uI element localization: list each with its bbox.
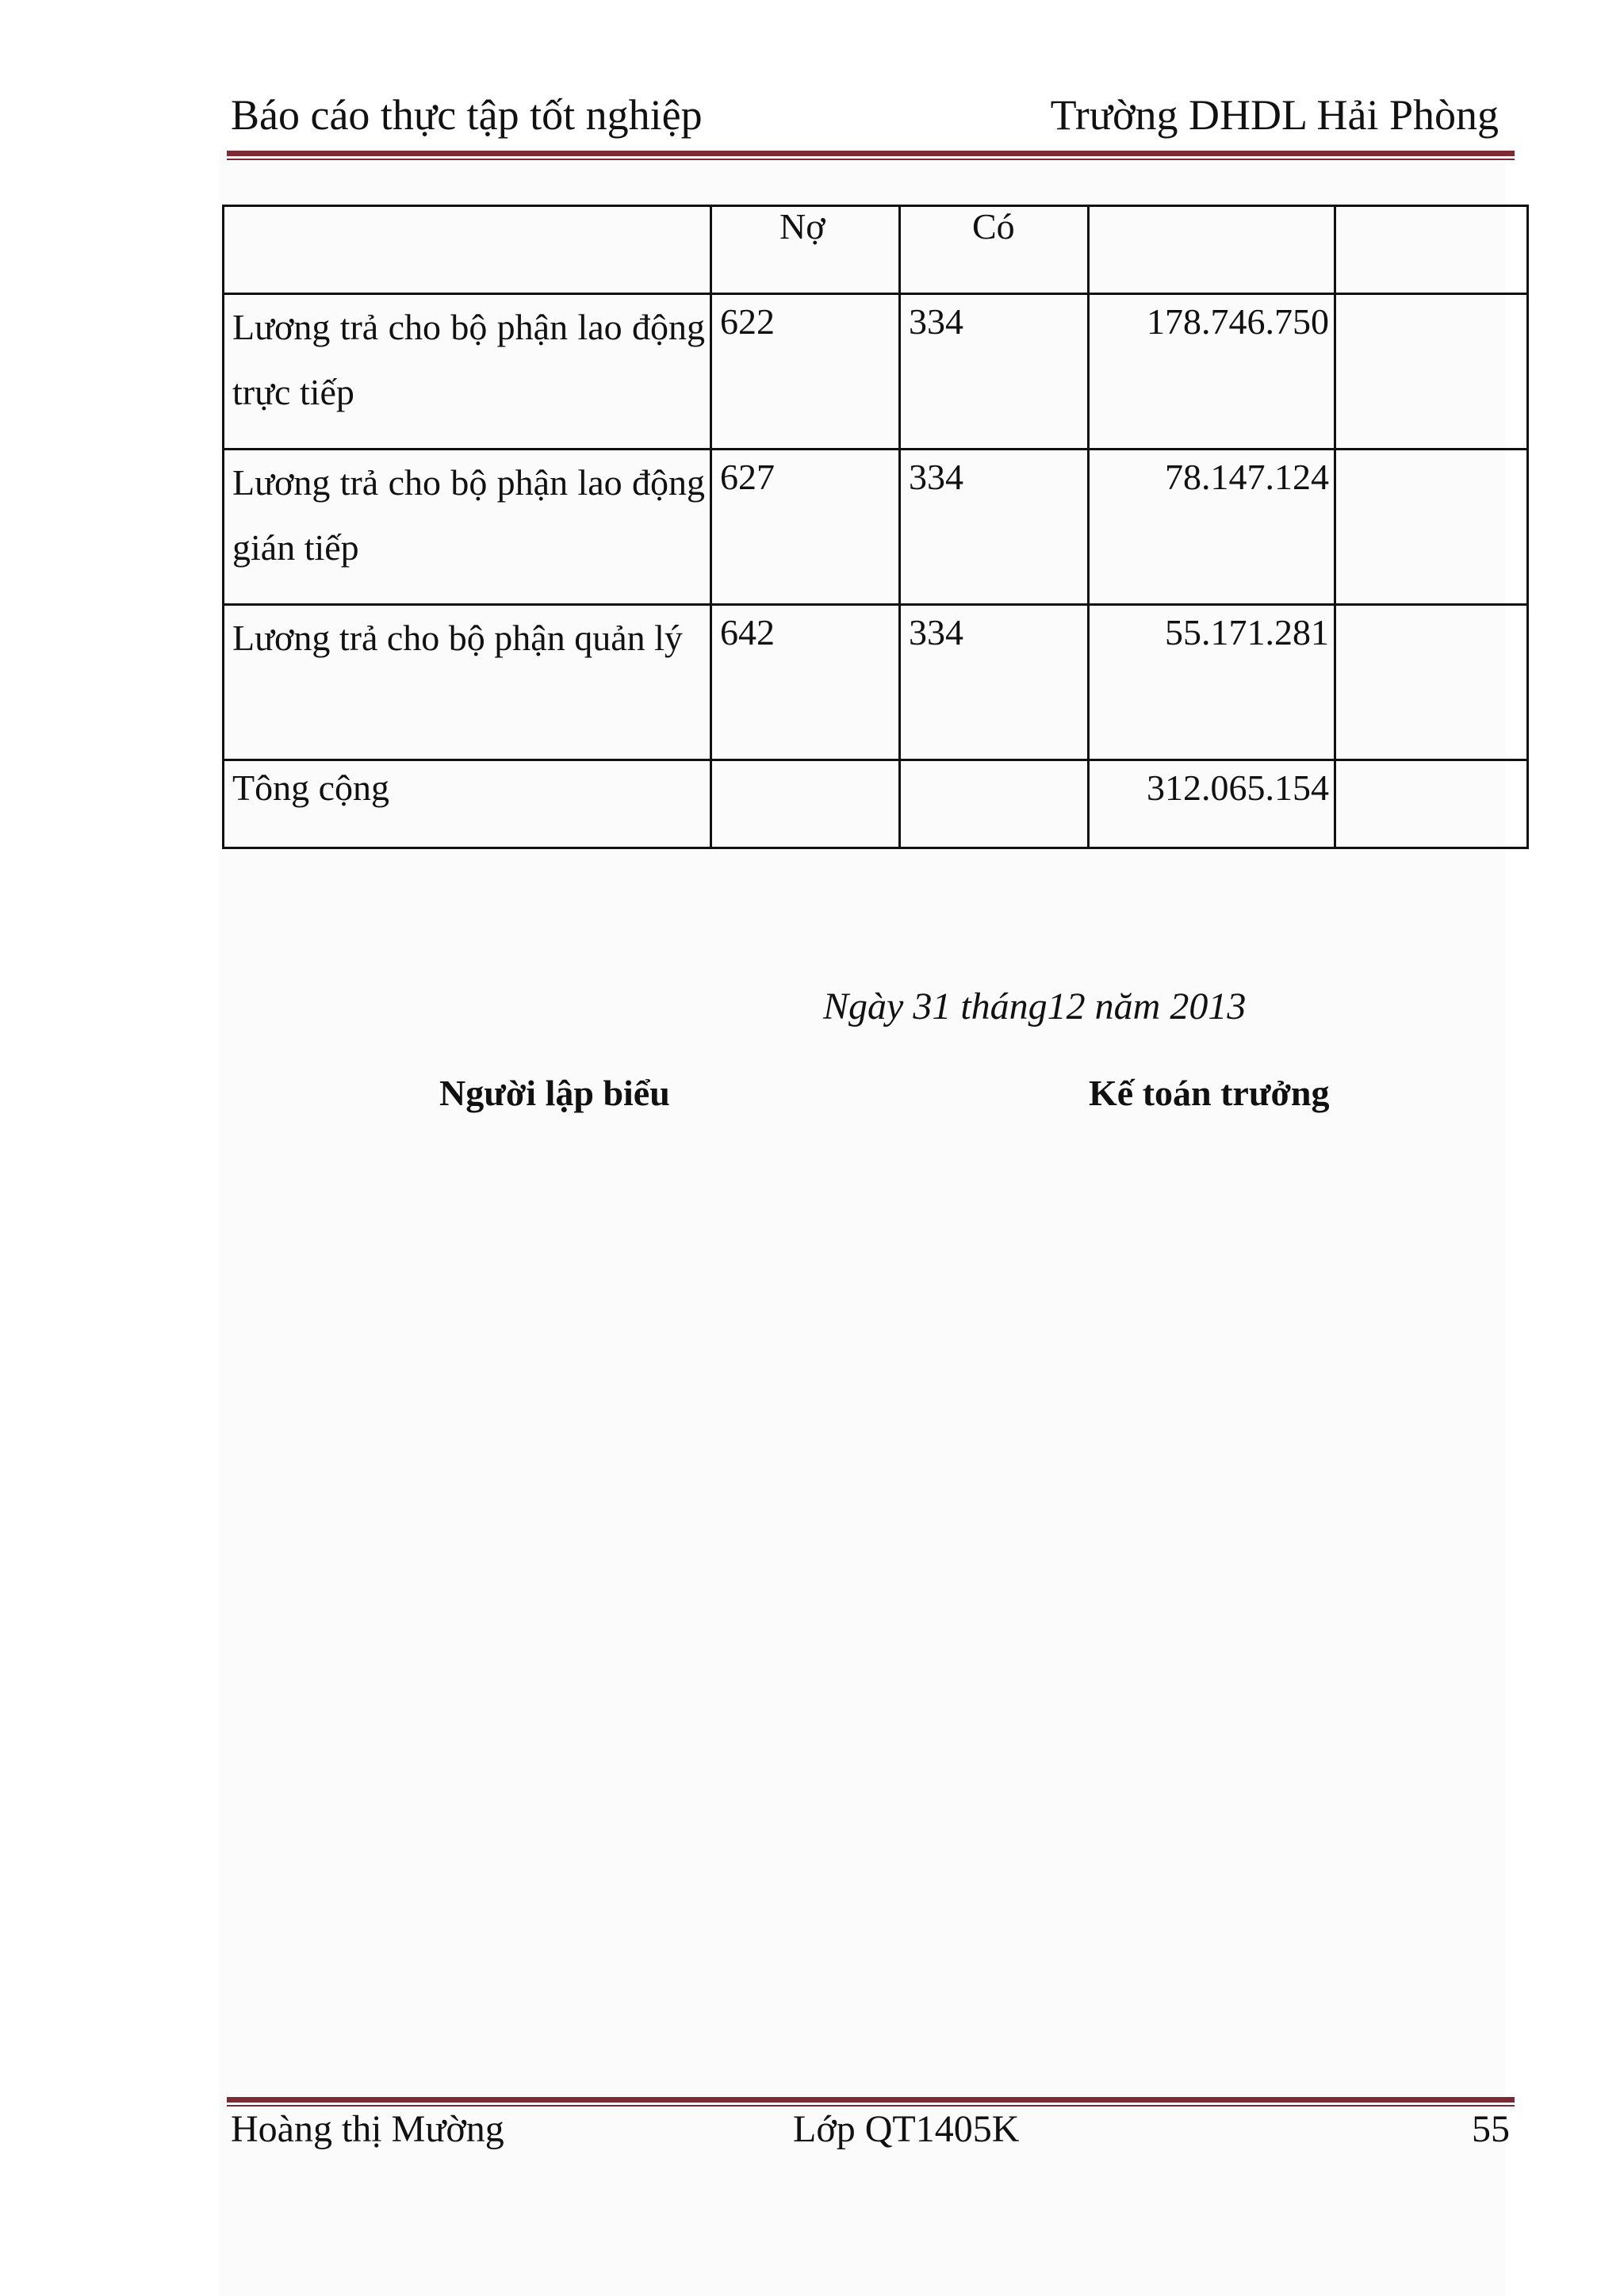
debit-label: Nợ [779, 206, 825, 247]
total-label: Tông cộng [224, 760, 711, 848]
total-debit [711, 760, 900, 848]
footer-class: Lớp QT1405K [793, 2108, 1020, 2150]
header-report-title: Báo cáo thực tập tốt nghiệp [231, 91, 703, 139]
row-description: Lương trả cho bộ phận quản lý [224, 605, 711, 760]
row-credit-account: 334 [900, 605, 1089, 760]
table-row [224, 450, 1528, 605]
total-amount: 312.065.154 [1089, 760, 1335, 848]
row-debit-account: 627 [711, 450, 900, 605]
row-note [1335, 450, 1528, 605]
header-rule-thick [227, 151, 1515, 156]
credit-label: Có [972, 206, 1015, 247]
table-row [224, 605, 1528, 760]
total-note [1335, 760, 1528, 848]
header-rule-thin [227, 159, 1515, 160]
table-row [224, 294, 1528, 450]
preparer-title: Người lập biểu [439, 1073, 670, 1113]
footer-rule-thin [227, 2105, 1515, 2107]
row-debit-account: 622 [711, 294, 900, 450]
row-amount: 78.147.124 [1089, 450, 1335, 605]
salary-allocation-table [222, 205, 1529, 849]
chief-accountant-title: Kế toán trưởng [1089, 1073, 1330, 1113]
row-note [1335, 294, 1528, 450]
row-amount: 178.746.750 [1089, 294, 1335, 450]
header-cell-description [224, 206, 711, 294]
page-number: 55 [1472, 2108, 1510, 2150]
row-description: Lương trả cho bộ phận lao động trực tiếp [224, 294, 711, 450]
row-note [1335, 605, 1528, 760]
row-credit-account: 334 [900, 294, 1089, 450]
footer-author: Hoàng thị Mường [231, 2108, 504, 2150]
row-debit-account: 642 [711, 605, 900, 760]
table-header-row [224, 206, 1528, 294]
footer-rule-thick [227, 2097, 1515, 2103]
table-total-row [224, 760, 1528, 848]
row-amount: 55.171.281 [1089, 605, 1335, 760]
total-credit [900, 760, 1089, 848]
row-credit-account: 334 [900, 450, 1089, 605]
header-school-name: Trường DHDL Hải Phòng [1050, 91, 1499, 139]
signature-date: Ngày 31 tháng12 năm 2013 [823, 985, 1247, 1027]
row-description: Lương trả cho bộ phận lao động gián tiếp [224, 450, 711, 605]
header-cell-amount [1089, 206, 1335, 294]
header-cell-note [1335, 206, 1528, 294]
header-cell-credit [900, 206, 1089, 294]
header-cell-debit [711, 206, 900, 294]
